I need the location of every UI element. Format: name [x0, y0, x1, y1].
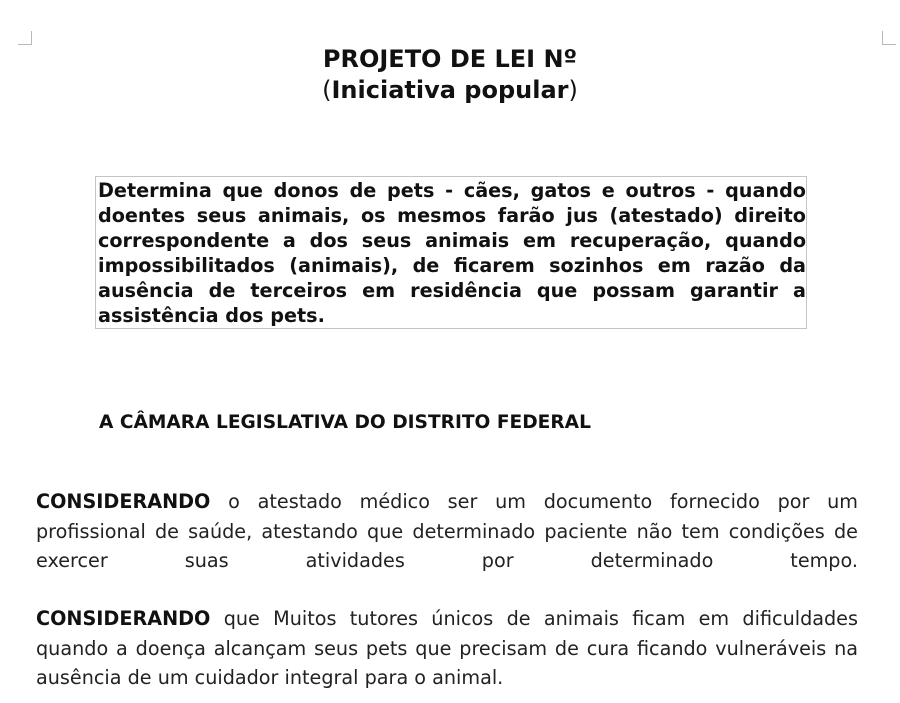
summary-text: Determina que donos de pets - cães, gatos e outros - quando doentes seus animais, os mesmos farão jus (atestado) direito correspondente a dos seus animais em recuperação, quando impossibilitados (animais), de ficarem sozinhos em razão da ausência de terceiros em residência que possam garantir a assistência dos pets.	[98, 179, 806, 327]
paragraph-keyword: CONSIDERANDO	[36, 607, 211, 630]
paragraph-text: o atestado médico ser um documento fornecido por um profissional de saúde, atestando que determinado paciente não tem condições de exercer suas atividades por determinado tempo.	[36, 490, 858, 572]
summary-box	[95, 176, 807, 329]
title-line-1: PROJETO DE LEI Nº	[322, 45, 578, 73]
title-paren-open: (	[322, 76, 332, 104]
considerando-paragraph	[36, 604, 858, 693]
enacting-clause: A CÂMARA LEGISLATIVA DO DISTRITO FEDERAL	[99, 412, 591, 433]
document-title	[0, 44, 900, 106]
paragraph-keyword: CONSIDERANDO	[36, 490, 211, 513]
title-line-2	[0, 75, 900, 106]
page-corner-mark-top-left	[18, 31, 32, 45]
page-corner-mark-top-right	[882, 31, 896, 45]
paragraph-text: que Muitos tutores únicos de animais ficam em dificuldades quando a doença alcançam seus pets que precisam de cura ficando vulneráveis na ausência de um cuidador integral para o animal.	[36, 607, 858, 689]
title-paren-close: )	[568, 76, 578, 104]
title-subtitle: Iniciativa popular	[331, 76, 569, 104]
considerando-paragraph	[36, 487, 858, 576]
